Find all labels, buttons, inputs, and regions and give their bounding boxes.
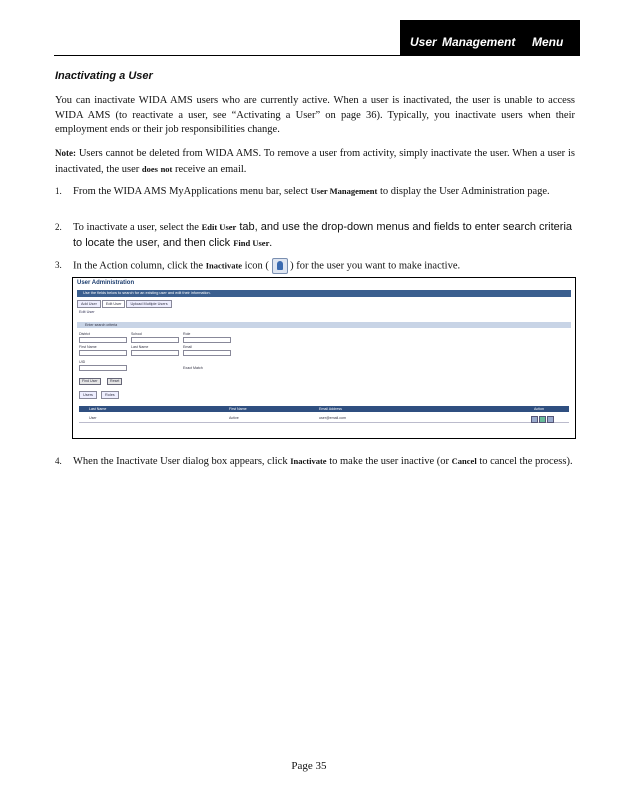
email-input[interactable] (183, 350, 231, 356)
column-last-name: Last Name (89, 407, 107, 411)
note-does: does (141, 163, 158, 174)
step-1-a: From the WIDA AMS MyApplications menu bar, select (73, 186, 311, 197)
row-email: user@email.com (319, 416, 347, 420)
screenshot-title: User Administration (77, 280, 135, 286)
search-criteria-text: Enter search criteria (85, 323, 118, 327)
step-number: 2. (55, 222, 62, 232)
first-name-input[interactable] (79, 350, 127, 356)
reset-password-icon[interactable] (547, 416, 554, 423)
step-text (73, 454, 573, 470)
field-label-school: School (131, 332, 142, 336)
tab-add-user[interactable]: Add User (77, 300, 101, 308)
step-text (73, 258, 573, 274)
step-2-e: . (269, 237, 272, 249)
note-text-a: Users cannot be deleted from WIDA AMS. To remove a user from activity, simply inactivate the user. When a user is inactivated, the user (55, 148, 575, 175)
intro-paragraph: You can inactivate WIDA AMS users who are currently active. When a user is inactivated, the user is unable to access WIDA AMS (to reactivate a user, see “Activating a User” on page 36). Typically, you inactivate users when their employment ends or their job responsibilities change. (55, 95, 575, 135)
step-1-c: to display the User Administration page. (377, 186, 550, 197)
field-label-district: District (79, 332, 90, 336)
user-administration-screenshot (72, 277, 576, 439)
role-select[interactable] (183, 337, 231, 343)
step-2-d: Find User (233, 237, 270, 248)
column-action: Action (534, 407, 544, 411)
field-label-role: Role (183, 332, 191, 336)
field-label-last-name: Last Name (131, 345, 149, 349)
step-text (73, 220, 573, 251)
step-3-c: icon ( (242, 260, 272, 272)
exact-match-checkbox[interactable]: Exact Match (183, 366, 203, 370)
note-text-b: receive an email. (172, 163, 247, 175)
step-text (73, 184, 573, 200)
step-number: 3. (55, 260, 62, 270)
last-name-input[interactable] (131, 350, 179, 356)
note-paragraph (55, 146, 575, 177)
results-table-header (79, 406, 569, 412)
field-label-uid: UID (79, 360, 86, 364)
search-criteria-bar (77, 322, 571, 328)
row-first-name: Active (229, 416, 239, 420)
step-3-d: ) for the user you want to make inactive. (287, 260, 461, 272)
page-number: Page 35 (291, 760, 327, 772)
step-2-c: tab, and use the drop-down menus and fields to enter search criteria to locate the user, and then click (73, 221, 573, 249)
results-tab-users[interactable]: Users (79, 391, 97, 399)
header-word-management: Management (442, 35, 516, 49)
column-email: Email Address (319, 407, 342, 411)
field-label-email: Email (183, 345, 192, 349)
step-4-e: to cancel the process). (476, 456, 573, 467)
school-select[interactable] (131, 337, 179, 343)
screenshot-banner-text: Use the fields below to search for an existing user and edit their information. (83, 291, 211, 295)
step-number: 4. (55, 456, 62, 466)
step-4-d: Cancel (451, 456, 477, 466)
screenshot-banner (77, 290, 571, 297)
step-1-b: User Management (310, 186, 378, 196)
district-select[interactable] (79, 337, 127, 343)
step-3-a: In the Action column, click the (73, 260, 206, 272)
step-4-a: When the Inactivate User dialog box appears, click (73, 456, 291, 467)
screenshot-crumb: Edit User (79, 310, 95, 314)
note-label: Note: (55, 148, 76, 158)
header-word-menu: Menu (532, 35, 564, 49)
header-bar (400, 20, 580, 55)
step-4-b: Inactivate (290, 456, 327, 466)
column-first-name: First Name (229, 407, 247, 411)
uid-input[interactable] (79, 365, 127, 371)
inactivate-user-icon (272, 258, 288, 274)
header-rule (54, 55, 580, 56)
tab-upload-multiple-users[interactable]: Upload Multiple Users (126, 300, 171, 308)
results-tab-roles[interactable]: Roles (101, 391, 119, 399)
header-word-user: User (410, 35, 437, 49)
edit-user-icon[interactable] (531, 416, 538, 423)
section-title: Inactivating a User (55, 70, 153, 82)
reset-button[interactable]: Reset (107, 378, 122, 385)
step-number: 1. (55, 186, 62, 196)
table-row (79, 414, 569, 423)
note-not: not (160, 163, 173, 174)
inactivate-user-icon[interactable] (539, 416, 546, 423)
step-3-b: Inactivate (205, 260, 243, 271)
field-label-first-name: First Name (79, 345, 97, 349)
screenshot-tabs (77, 300, 173, 308)
find-user-button[interactable]: Find User (79, 378, 101, 385)
row-last-name: User (89, 416, 97, 420)
step-2-b: Edit User (201, 222, 237, 232)
tab-edit-user[interactable]: Edit User (102, 300, 126, 308)
step-4-c: to make the user inactive (or (326, 456, 452, 467)
step-2-a: To inactivate a user, select the (73, 222, 202, 233)
